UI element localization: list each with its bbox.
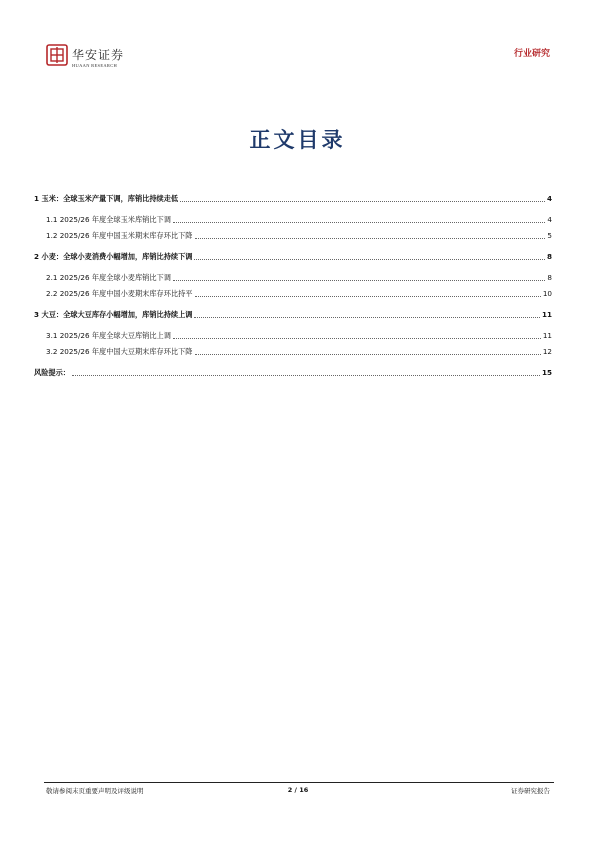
page-header	[46, 44, 550, 74]
toc-entry-title: 3.1 2025/26 年度全球大豆库销比上调	[46, 331, 171, 340]
toc-entry[interactable]	[34, 329, 552, 341]
logo-chinese-name: 华安证券	[72, 48, 125, 62]
toc-entry-page: 8	[547, 273, 552, 282]
toc-dot-leader	[173, 221, 545, 223]
toc-dot-leader	[72, 374, 540, 376]
toc-entry[interactable]	[34, 345, 552, 357]
footer-disclaimer: 敬请参阅末页重要声明及评级说明	[46, 787, 144, 795]
toc-entry-title: 1.1 2025/26 年度全球玉米库销比下调	[46, 215, 171, 224]
page-number: 2 / 16	[287, 786, 309, 794]
toc-entry-title: 2.1 2025/26 年度全球小麦库销比下调	[46, 273, 171, 282]
toc-entry[interactable]	[34, 213, 552, 225]
toc-entry-page: 8	[546, 252, 552, 261]
page-title: 正文目录	[249, 127, 346, 152]
footer-report-type: 证券研究报告	[511, 787, 550, 795]
toc-entry[interactable]	[34, 229, 552, 241]
toc-entry-title: 3 大豆：全球大豆库存小幅增加，库销比持续上调	[34, 310, 193, 319]
toc-dot-leader	[195, 295, 541, 297]
toc-entry-title: 风险提示：	[34, 368, 70, 377]
toc-dot-leader	[173, 279, 545, 281]
toc-entry-page: 15	[541, 368, 552, 377]
toc-entry-page: 5	[547, 231, 552, 240]
toc-entry-page: 10	[542, 289, 552, 298]
logo-english-name: HUAAN RESEARCH	[72, 63, 118, 68]
toc-entry-page: 11	[542, 331, 552, 340]
toc-dot-leader	[194, 258, 545, 260]
toc-entry-title: 1 玉米：全球玉米产量下调，库销比持续走低	[34, 194, 179, 203]
section-label: 行业研究	[513, 49, 550, 59]
toc-entry-title: 3.2 2025/26 年度中国大豆期末库存环比下降	[46, 347, 193, 356]
toc-entry-page: 4	[547, 215, 552, 224]
toc-entry-page: 11	[541, 310, 552, 319]
toc-entry-title: 2 小麦：全球小麦消费小幅增加，库销比持续下调	[34, 252, 193, 261]
toc-dot-leader	[173, 337, 541, 339]
toc-entry[interactable]	[34, 192, 552, 204]
page-footer	[46, 786, 550, 798]
toc-entry-page: 4	[546, 194, 552, 203]
footer-divider	[44, 782, 554, 783]
toc-entry[interactable]	[34, 308, 552, 320]
toc-dot-leader	[194, 316, 540, 318]
toc-entry[interactable]	[34, 366, 552, 378]
toc-entry-page: 12	[542, 347, 552, 356]
toc-dot-leader	[195, 353, 541, 355]
toc-entry-title: 1.2 2025/26 年度中国玉米期末库存环比下降	[46, 231, 193, 240]
toc-dot-leader	[180, 200, 545, 202]
company-logo-icon	[46, 44, 68, 66]
toc-entry[interactable]	[34, 287, 552, 299]
toc-entry[interactable]	[34, 271, 552, 283]
toc-entry-title: 2.2 2025/26 年度中国小麦期末库存环比持平	[46, 289, 193, 298]
toc-entry[interactable]	[34, 250, 552, 262]
toc-dot-leader	[195, 237, 546, 239]
